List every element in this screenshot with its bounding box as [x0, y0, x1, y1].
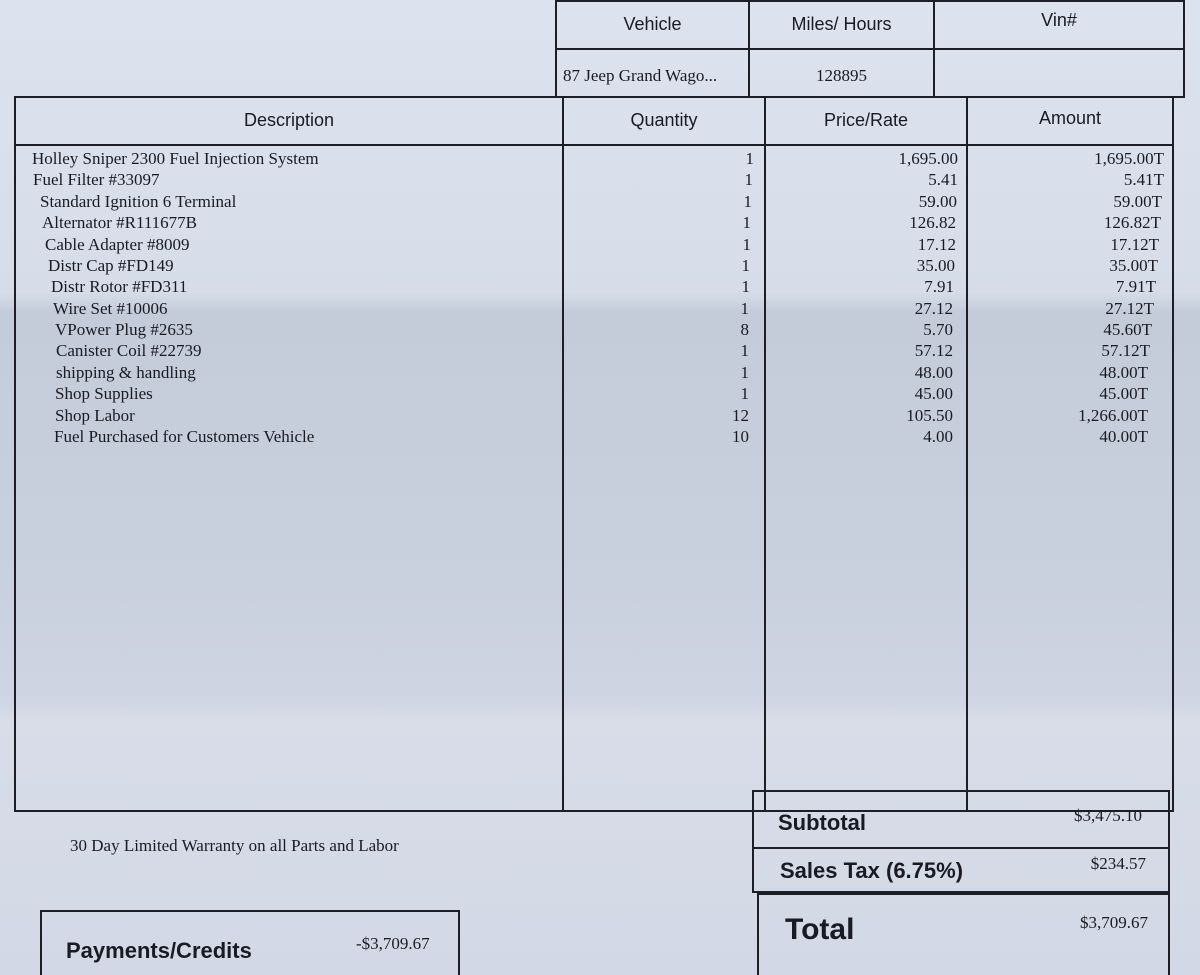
total-label: Total [785, 913, 855, 946]
sales-tax-value: $234.57 [1090, 854, 1146, 873]
description-header: Description [243, 110, 335, 130]
vehicle-table [555, 0, 1185, 98]
quantity-cell: 1 [741, 277, 750, 296]
price-cell: 7.91 [924, 277, 954, 296]
list-item: Distr Cap #FD149 [48, 256, 174, 275]
price-cell: 27.12 [914, 299, 953, 318]
quantity-cell: 1 [743, 192, 752, 211]
vehicle-value: 87 Jeep Grand Wago... [563, 66, 718, 85]
amount-cell: 35.00T [1109, 256, 1158, 275]
quantity-cell: 1 [745, 149, 754, 168]
price-cell: 5.70 [923, 320, 953, 339]
payments-value: -$3,709.67 [356, 934, 430, 953]
amount-cell: 1,695.00T [1094, 149, 1164, 168]
list-item: Holley Sniper 2300 Fuel Injection System [32, 149, 319, 168]
amount-cell: 57.12T [1101, 341, 1150, 360]
price-cell: 59.00 [918, 192, 957, 211]
price-cell: 57.12 [914, 341, 953, 360]
list-item: VPower Plug #2635 [55, 320, 193, 339]
price-cell: 4.00 [923, 427, 953, 446]
list-item: Cable Adapter #8009 [45, 235, 190, 254]
subtotal-value: $3,475.10 [1074, 806, 1142, 825]
list-item: Shop Supplies [55, 384, 153, 403]
list-item: Fuel Filter #33097 [33, 170, 160, 189]
quantity-cell: 1 [744, 170, 753, 189]
quantity-cell: 1 [740, 299, 749, 318]
miles-value: 128895 [816, 66, 867, 85]
price-cell: 35.00 [916, 256, 955, 275]
list-item: shipping & handling [56, 363, 196, 382]
list-item: Standard Ignition 6 Terminal [40, 192, 237, 211]
vehicle-header: Vehicle [623, 14, 682, 34]
payments-box [40, 910, 460, 975]
price-cell: 48.00 [914, 363, 953, 382]
amount-cell: 27.12T [1105, 299, 1154, 318]
price-cell: 126.82 [909, 213, 956, 232]
quantity-cell: 1 [741, 256, 750, 275]
quantity-cell: 12 [732, 406, 749, 425]
list-item: Shop Labor [55, 406, 135, 425]
amount-cell: 59.00T [1113, 192, 1162, 211]
line-items-table [14, 96, 1174, 812]
quantity-cell: 8 [740, 320, 749, 339]
price-cell: 1,695.00 [898, 149, 958, 168]
quantity-cell: 10 [732, 427, 749, 446]
price-cell: 105.50 [906, 406, 953, 425]
amount-header: Amount [1038, 108, 1102, 128]
list-item: Wire Set #10006 [53, 299, 168, 318]
price-cell: 17.12 [917, 235, 956, 254]
amount-cell: 45.60T [1103, 320, 1152, 339]
quantity-cell: 1 [740, 384, 749, 403]
amount-cell: 45.00T [1099, 384, 1148, 403]
amount-cell: 17.12T [1110, 235, 1159, 254]
list-item: Alternator #R111677B [42, 213, 198, 232]
payments-label: Payments/Credits [66, 938, 252, 963]
warranty-note: 30 Day Limited Warranty on all Parts and Labor [70, 836, 399, 855]
list-item: Distr Rotor #FD311 [51, 277, 188, 296]
price-cell: 45.00 [914, 384, 953, 403]
totals-box [752, 790, 1170, 893]
amount-cell: 1,266.00T [1078, 406, 1148, 425]
total-value: $3,709.67 [1080, 913, 1148, 932]
quantity-cell: 1 [740, 363, 749, 382]
list-item: Fuel Purchased for Customers Vehicle [54, 427, 315, 446]
quantity-cell: 1 [742, 235, 751, 254]
quantity-cell: 1 [740, 341, 749, 360]
miles-hours-header: Miles/ Hours [791, 14, 892, 34]
subtotal-label: Subtotal [778, 810, 866, 835]
list-item: Canister Coil #22739 [56, 341, 202, 360]
price-cell: 5.41 [928, 170, 958, 189]
amount-cell: 48.00T [1099, 363, 1148, 382]
quantity-cell: 1 [742, 213, 751, 232]
amount-cell: 7.91T [1115, 277, 1156, 296]
amount-cell: 126.82T [1103, 213, 1161, 232]
total-box [757, 893, 1170, 975]
sales-tax-label: Sales Tax (6.75%) [780, 858, 964, 883]
vin-header: Vin# [1041, 10, 1077, 30]
amount-cell: 40.00T [1099, 427, 1148, 446]
price-rate-header: Price/Rate [823, 110, 909, 130]
quantity-header: Quantity [630, 110, 698, 130]
amount-cell: 5.41T [1123, 170, 1164, 189]
